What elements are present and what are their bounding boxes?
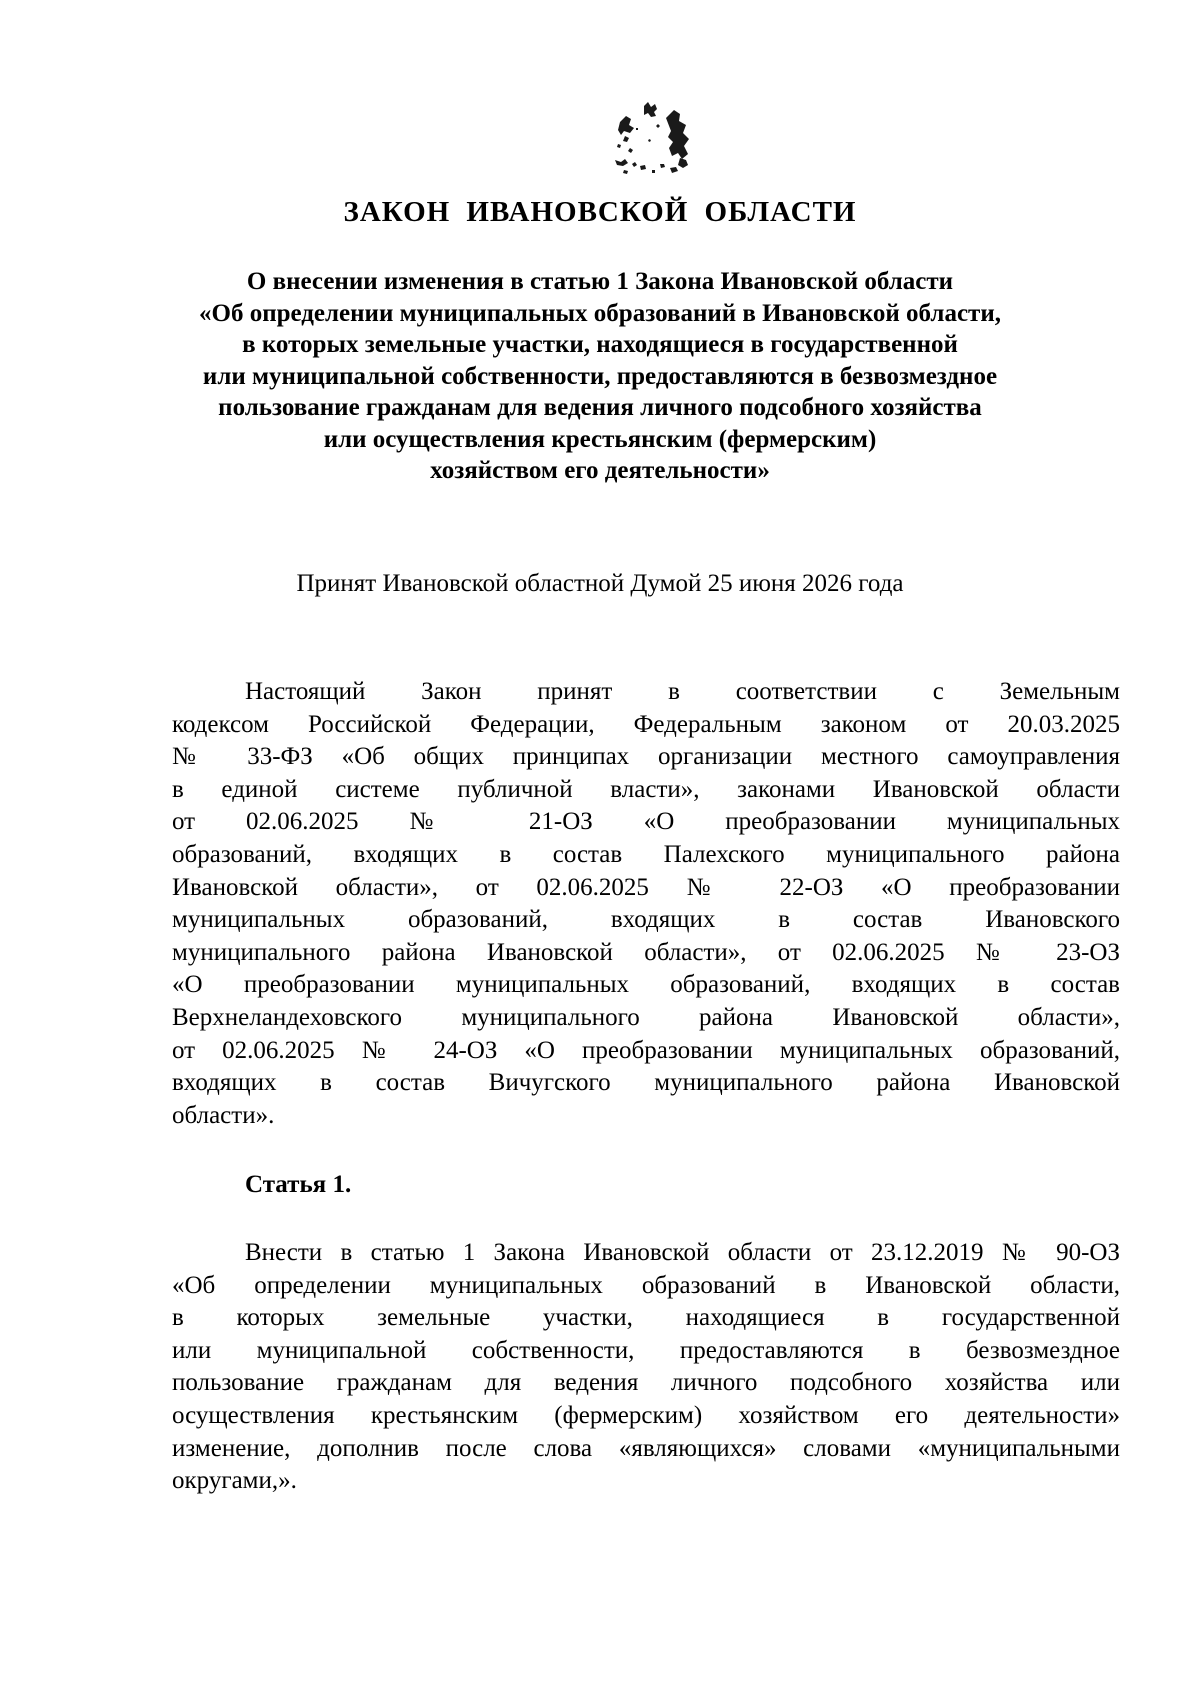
preamble-line: в единой системе публичной власти», законами Ивановской области bbox=[172, 775, 1120, 803]
law-title: ЗАКОН ИВАНОВСКОЙ ОБЛАСТИ bbox=[343, 196, 857, 228]
preamble-line: образований, входящих в состав Палехского муниципального района bbox=[172, 840, 1120, 868]
subtitle-line: хозяйством его деятельности» bbox=[430, 457, 770, 484]
preamble-line: Верхнеландеховского муниципального района Ивановской области», bbox=[172, 1003, 1120, 1031]
article-line: округами,». bbox=[172, 1467, 297, 1495]
subtitle-line: пользование гражданам для ведения личного подсобного хозяйства bbox=[218, 394, 982, 421]
subtitle-line: или осуществления крестьянским (фермерским) bbox=[323, 425, 877, 453]
subtitle-line: О внесении изменения в статью 1 Закона Ивановской области bbox=[246, 268, 954, 295]
preamble-paragraph bbox=[172, 676, 1120, 1132]
preamble-line: от 02.06.2025 № 24-ОЗ «О преобразовании муниципальных образований, bbox=[172, 1036, 1120, 1064]
preamble-line: муниципальных образований, входящих в состав Ивановского bbox=[172, 906, 1120, 934]
subtitle-line: в которых земельные участки, находящиеся в государственной bbox=[242, 331, 958, 358]
article-1-paragraph bbox=[172, 1237, 1120, 1498]
law-subtitle bbox=[150, 266, 1050, 487]
preamble-line: № 33-ФЗ «Об общих принципах организации местного самоуправления bbox=[172, 743, 1120, 771]
article-line: или муниципальной собственности, предоставляются в безвозмездное bbox=[172, 1336, 1120, 1364]
adoption-statement: Принят Ивановской областной Думой 25 июня 2026 года bbox=[296, 570, 904, 597]
subtitle-line: или муниципальной собственности, предоставляются в безвозмездное bbox=[202, 362, 998, 390]
article-line: пользование гражданам для ведения личного подсобного хозяйства или bbox=[172, 1369, 1120, 1397]
preamble-line: области». bbox=[172, 1101, 275, 1129]
article-line: «Об определении муниципальных образований в Ивановской области, bbox=[172, 1271, 1120, 1299]
preamble-line: Настоящий Закон принят в соответствии с Земельным bbox=[245, 678, 1120, 705]
article-line: осуществления крестьянским (фермерским) хозяйством его деятельности» bbox=[172, 1401, 1120, 1429]
article-line: изменение, дополнив после слова «являющихся» словами «муниципальными bbox=[172, 1434, 1120, 1462]
preamble-line: от 02.06.2025 № 21-ОЗ «О преобразовании муниципальных bbox=[172, 808, 1120, 836]
article-line: в которых земельные участки, находящиеся в государственной bbox=[172, 1304, 1120, 1332]
subtitle-line: «Об определении муниципальных образований в Ивановской области, bbox=[199, 299, 1001, 327]
coat-of-arms-icon bbox=[600, 100, 700, 180]
preamble-line: кодексом Российской Федерации, Федеральным законом от 20.03.2025 bbox=[172, 710, 1120, 738]
article-1-heading: Статья 1. bbox=[245, 1171, 352, 1198]
preamble-line: «О преобразовании муниципальных образований, входящих в состав bbox=[172, 971, 1120, 999]
preamble-line: муниципального района Ивановской области», от 02.06.2025 № 23-ОЗ bbox=[172, 938, 1120, 966]
article-line: Внести в статью 1 Закона Ивановской области от 23.12.2019 № 90-ОЗ bbox=[245, 1239, 1120, 1266]
preamble-line: входящих в состав Вичугского муниципального района Ивановской bbox=[172, 1069, 1120, 1097]
preamble-line: Ивановской области», от 02.06.2025 № 22-ОЗ «О преобразовании bbox=[172, 873, 1120, 901]
